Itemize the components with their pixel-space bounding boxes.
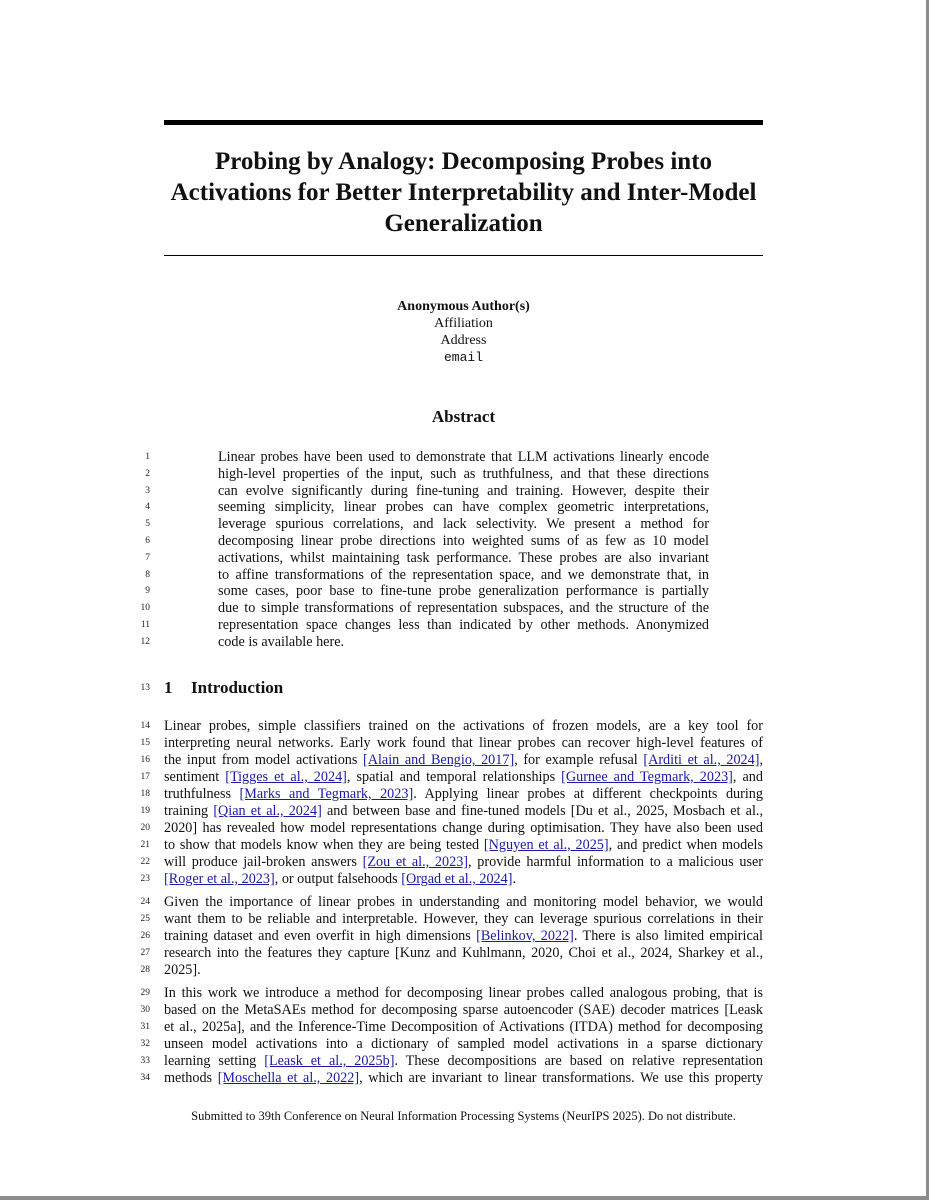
line-number: 10 [140,603,150,614]
line-number: 19 [140,806,150,816]
body-text: want them to be reliable and interpretable. However, they can leverage spurious correlations in their [164,911,763,927]
body-line [164,837,763,854]
line-number: 26 [140,931,150,941]
line-number: 16 [140,755,150,765]
body-text: Linear probes, simple classifiers trained on the activations of frozen models, are a key tool for [164,718,763,734]
body-text: Given the importance of linear probes in understanding and monitoring model behavior, we would [164,894,763,910]
body-line [164,962,763,979]
citation-link[interactable]: [Qian et al., 2024] [213,803,322,819]
abstract-line: can evolve significantly during fine-tuning and training. However, despite their [218,482,709,499]
body-text: , and predict when models [608,837,763,853]
line-number: 20 [140,823,150,833]
body-line [164,1002,763,1019]
body-line [164,928,763,945]
line-number: 12 [140,636,150,647]
line-number: 33 [140,1056,150,1066]
line-number: 13 [140,683,150,693]
line-number: 31 [140,1022,150,1032]
line-number: 7 [145,552,150,563]
body-line [164,854,763,871]
body-line [164,1053,763,1070]
body-line [164,945,763,962]
citation-link[interactable]: [Marks and Tegmark, 2023] [239,786,414,802]
abstract-line: representation space changes less than indicated by other methods. Anonymized [218,617,709,633]
abstract-line: activations, whilst maintaining task performance. These probes are also invariant [218,549,709,566]
line-number: 22 [140,857,150,867]
citation-link[interactable]: [Roger et al., 2023] [164,871,275,887]
body-text: . [512,871,517,887]
citation-link[interactable]: [Nguyen et al., 2025] [483,837,609,853]
author-affiliation: Affiliation [434,316,493,331]
author-name: Anonymous Author(s) [397,299,530,314]
line-number: 11 [140,620,150,630]
abstract-line: leverage spurious correlations, and lack selectivity. We present a method for [218,516,709,533]
line-number: 17 [140,772,150,782]
body-text: , and [732,769,763,785]
title-line: Generalization [384,210,543,237]
line-number: 28 [140,965,150,975]
body-line [164,985,763,1002]
body-line [164,803,763,820]
body-text: , spatial and temporal relationships [346,769,562,785]
title-line: Probing by Analogy: Decomposing Probes into [214,148,713,175]
line-number: 14 [140,721,150,731]
body-text: the input from model activations [164,752,364,768]
body-text: training dataset and even overfit in high dimensions [164,928,477,944]
body-line [164,769,763,786]
line-number: 23 [140,874,150,884]
body-text: In this work we introduce a method for decomposing linear probes called analogous probing, that is [164,985,763,1001]
body-text: based on the MetaSAEs method for decomposing sparse autoencoder (SAE) decoder matrices [Leask [164,1002,763,1018]
body-text: methods [164,1070,218,1086]
line-number: 5 [145,519,150,530]
line-number: 24 [140,897,150,907]
line-number: 1 [145,452,150,462]
body-text: will produce jail-broken answers [164,854,363,870]
paper-title [150,146,777,239]
line-number: 4 [145,502,150,513]
author-block [300,298,627,366]
line-number: 34 [140,1073,150,1083]
line-number: 32 [140,1039,150,1049]
section-heading-introduction [164,677,283,699]
body-text: , provide harmful information to a malicious user [468,854,763,870]
body-text: et al., 2025a], and the Inference-Time Decomposition of Activations (ITDA) method for decomposing [164,1019,763,1035]
title-top-rule [164,120,763,125]
body-line [164,752,763,769]
citation-link[interactable]: [Alain and Bengio, 2017] [363,752,515,768]
body-text: truthfulness [164,786,240,802]
body-text: unseen model activations into a dictionary of sampled model activations in a sparse dictionary [164,1036,763,1052]
line-number: 27 [140,948,150,958]
body-text: sentiment [164,769,226,785]
body-line [164,871,763,888]
citation-link[interactable]: [Tigges et al., 2024] [225,769,347,785]
author-email: email [443,350,483,365]
line-number: 30 [140,1005,150,1015]
body-line [164,786,763,803]
citation-link[interactable]: [Belinkov, 2022] [476,928,574,944]
body-line [164,735,763,752]
body-text: to show that models know when they are being tested [164,837,484,853]
line-number: 25 [140,914,150,924]
body-text: interpreting neural networks. Early work found that linear probes can recover high-level features of [164,735,763,751]
body-line [164,718,763,735]
abstract-line: high-level properties of the input, such as truthfulness, and that these directions [218,465,709,482]
line-number: 15 [140,738,150,748]
section-title: Introduction [191,678,284,697]
submission-footer: Submitted to 39th Conference on Neural Information Processing Systems (NeurIPS 2025). Do not distribute. [191,1109,736,1123]
body-text: , or output falsehoods [274,871,402,887]
body-line [164,1019,763,1036]
abstract-line: seeming simplicity, linear probes can have complex geometric interpretations, [218,499,709,516]
title-line: Activations for Better Interpretability and Inter-Model [170,179,757,206]
body-line [164,1036,763,1053]
body-line [164,894,763,911]
body-text: , [759,752,764,768]
body-text: 2025]. [164,962,201,978]
citation-link[interactable]: [Zou et al., 2023] [362,854,469,870]
section-number: 1 [164,678,173,697]
body-line [164,911,763,928]
body-text: , which are invariant to linear transformations. We use this property [359,1070,763,1086]
body-text: training [164,803,214,819]
abstract-line: decomposing linear probe directions into weighted sums of as few as 10 model [218,533,709,549]
line-number: 21 [140,840,150,850]
body-text: . These decompositions are based on relative representation [394,1053,763,1069]
line-number: 8 [145,569,150,580]
citation-link[interactable]: [Arditi et al., 2024] [643,752,760,768]
body-line [164,1070,763,1087]
citation-link[interactable]: [Gurnee and Tegmark, 2023] [561,769,733,785]
line-number: 18 [140,789,150,799]
author-address: Address [440,333,487,348]
abstract-line: some cases, poor base to fine-tune probe generalization performance is partially [218,583,709,600]
line-number: 3 [145,485,150,496]
body-text: and between base and fine-tuned models [Du et al., 2025, Mosbach et al., [321,803,763,819]
line-number: 6 [145,536,150,546]
citation-link[interactable]: [Orgad et al., 2024] [401,871,513,887]
line-number: 9 [145,586,150,597]
body-text: , for example refusal [514,752,644,768]
citation-link[interactable]: [Leask et al., 2025b] [264,1053,395,1069]
body-line [164,820,763,837]
abstract-line: due to simple transformations of representation subspaces, and the structure of the [218,600,709,617]
body-text: . There is also limited empirical [573,928,763,944]
title-bottom-rule [164,255,763,256]
abstract-heading: Abstract [431,407,496,426]
body-text: learning setting [164,1053,265,1069]
body-text: 2020] has revealed how model representations change during optimisation. They have also been used [164,820,763,836]
body-text: research into the features they capture [Kunz and Kuhlmann, 2020, Choi et al., 2024, Sharkey et al., [164,945,763,961]
citation-link[interactable]: [Moschella et al., 2022] [217,1070,360,1086]
line-number: 29 [140,988,150,998]
abstract-line: to affine transformations of the representation space, and we demonstrate that, in [218,566,709,583]
line-number: 2 [145,468,150,479]
abstract-line: Linear probes have been used to demonstrate that LLM activations linearly encode [218,449,709,465]
page-edge-bottom [0,1196,929,1200]
body-text: . Applying linear probes at different checkpoints during [413,786,763,802]
abstract-line: code is available here. [218,633,345,650]
